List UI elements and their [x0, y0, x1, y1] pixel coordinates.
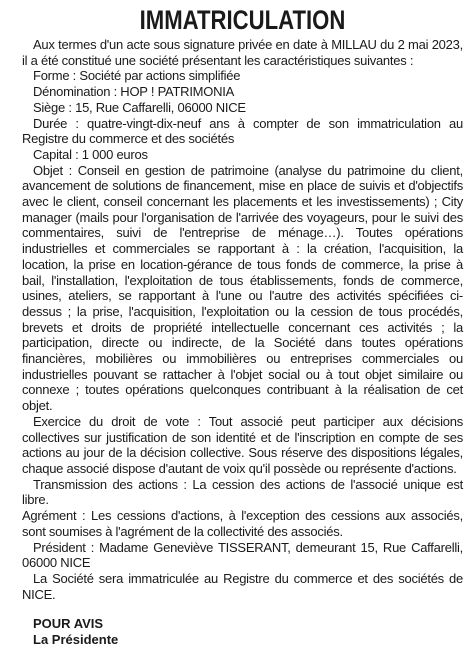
signature-pour-avis: POUR AVIS [33, 616, 104, 632]
paragraph-duree: Durée : quatre-vingt-dix-neuf ans à compter de son immatriculation au Registre du commerce et des sociétés [22, 115, 463, 147]
paragraph-denomination: Dénomination : HOP ! PATRIMONIA [33, 84, 235, 100]
notice-title: IMMATRICULATION [139, 5, 346, 35]
paragraph-droit-de-vote: Exercice du droit de vote : Tout associé peut participer aux décisions collectives sur justification de son identité et de l'inscription en compte de ses actions au jour de la décision collective. Sous réserve des dispositions légales, chaque associé dispose d'autant de voix qu'il possède ou représente d'actions. [22, 413, 463, 476]
signature-block [22, 616, 463, 647]
paragraph-president: Président : Madame Geneviève TISSERANT, demeurant 15, Rue Caffarelli, 06000 NICE [22, 539, 463, 571]
paragraph-objet: Objet : Conseil en gestion de patrimoine (analyse du patrimoine du client, avancement de solutions de financement, mise en place de suivis et d'objectifs avec le client, conseil concernant les placements et les investissements) ; City manager (mails pour l'organisation de l'arrivée des voyageurs, pour le suivi des commentaires, suivi de l'entreprise de ménage…). Toutes opérations industrielles et commerciales se rapportant à : la création, l'acquisition, la location, la prise en location-gérance de tous fonds de commerce, la prise à bail, l'installation, l'exploitation de tous établissements, fonds de commerce, usines, ateliers, se rapportant à l'une ou l'autre des activités spécifiées ci-dessus ; la prise, l'acquisition, l'exploitation ou la cession de tous procédés, brevets et droits de propriété intellectuelle concernant ces activités ; la participation, directe ou indirecte, de la Société dans toutes opérations financières, mobilières ou immobilières ou entreprises commerciales ou industrielles pouvant se rattacher à l'objet social ou à tout objet similaire ou connexe ; toutes opérations quelconques contribuant à la réalisation de cet objet. [22, 162, 463, 414]
paragraph-siege: Siège : 15, Rue Caffarelli, 06000 NICE [33, 99, 246, 115]
paragraph-transmission: Transmission des actions : La cession des actions de l'associé unique est libre. [22, 476, 463, 508]
signature-role: La Présidente [33, 632, 119, 648]
paragraph-intro: Aux termes d'un acte sous signature privée en date à MILLAU du 2 mai 2023, il a été constitué une société présentant les caractéristiques suivantes : [22, 37, 463, 68]
paragraph-agrement: Agrément : Les cessions d'actions, à l'exception des cessions aux associés, sont soumises à l'agrément de la collectivité des associés. [22, 508, 463, 539]
paragraph-forme: Forme : Société par actions simplifiée [33, 68, 241, 84]
paragraph-capital: Capital : 1 000 euros [33, 146, 148, 162]
legal-notice [0, 4, 473, 648]
notice-body [22, 37, 463, 602]
paragraph-immatriculation: La Société sera immatriculée au Registre du commerce et des sociétés de NICE. [22, 570, 463, 602]
